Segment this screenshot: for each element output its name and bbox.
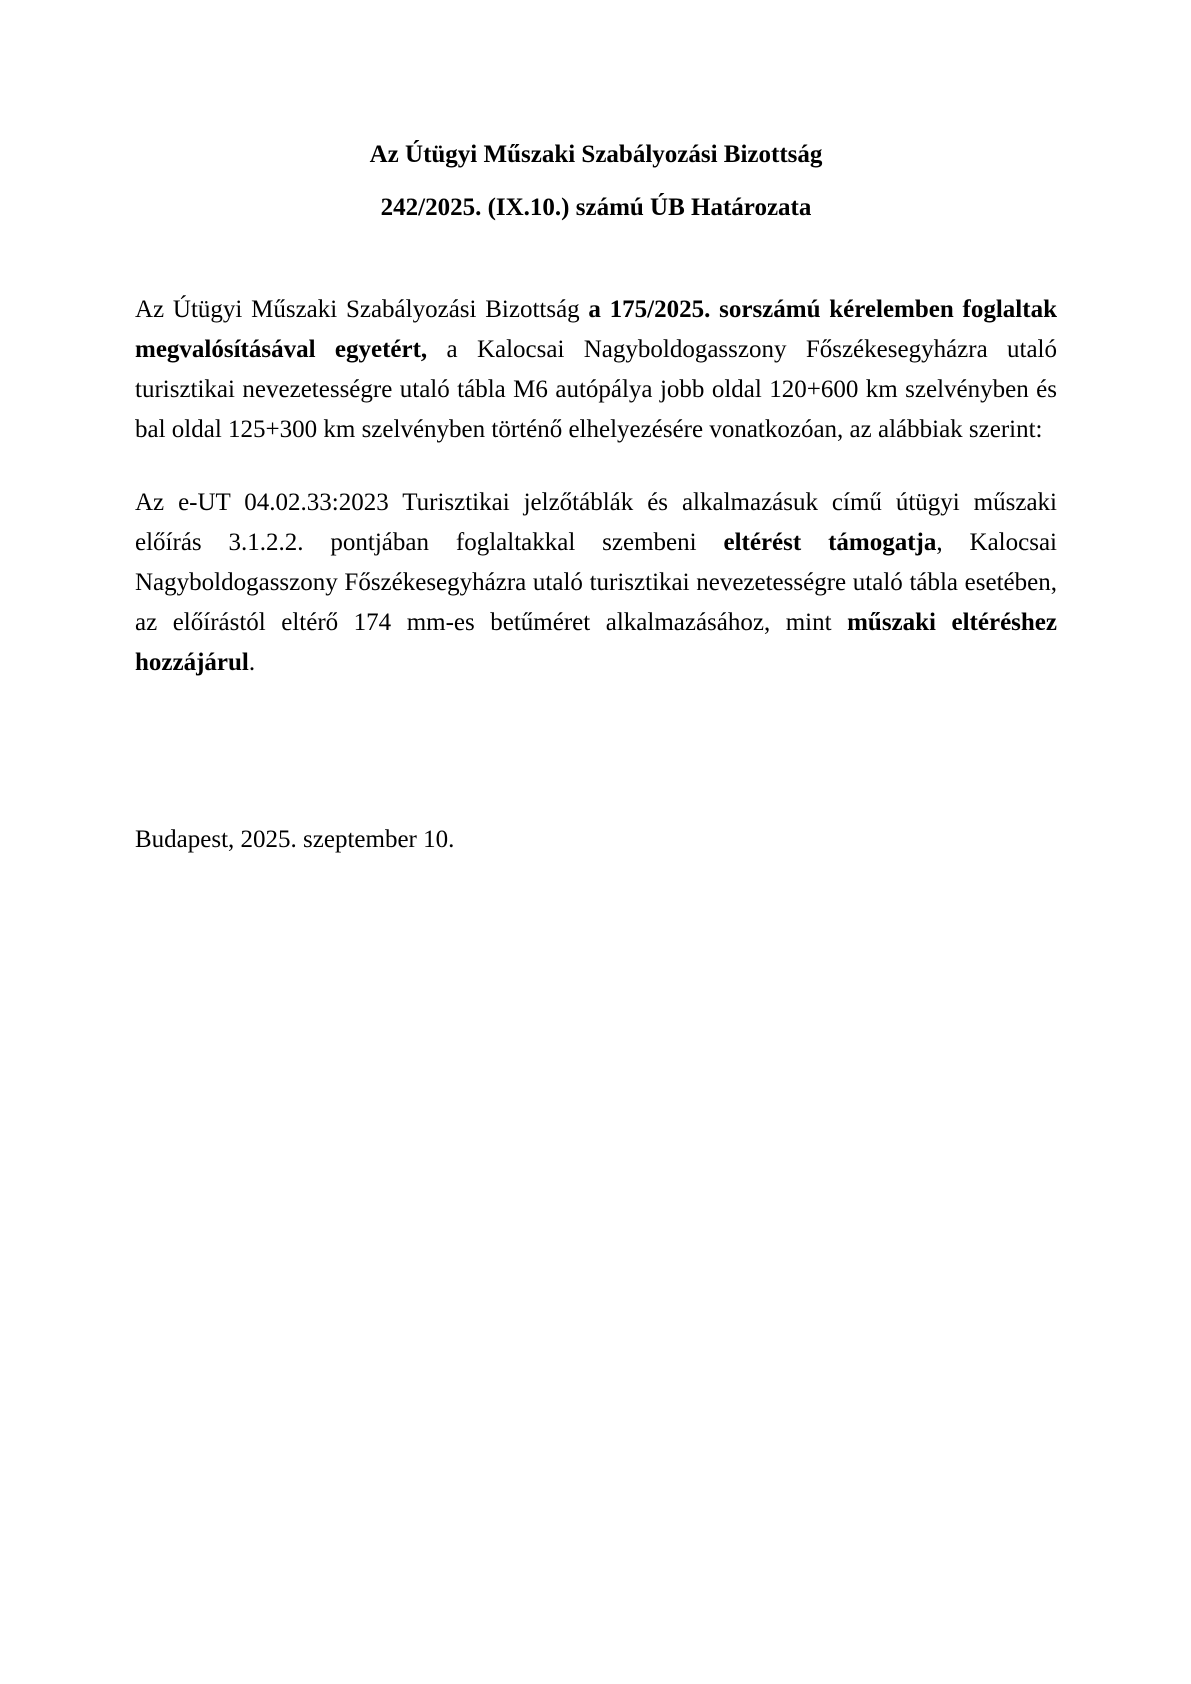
paragraph-deviation-run-4-bold: műszaki eltéréshez hozzájárul: [135, 609, 1057, 676]
document-title-line-1: Az Útügyi Műszaki Szabályozási Bizottság: [369, 141, 823, 168]
paragraph-deviation-run-3: , Kalocsai Nagyboldogasszony Főszékesegyházra utaló turisztikai nevezetességre utaló tábla esetében, az előírástól eltérő 174 mm-es betűméret alkalmazásához, mint: [135, 529, 1057, 636]
paragraph-deviation-run-5: .: [248, 649, 256, 676]
paragraph-decision: [135, 290, 1057, 450]
paragraph-decision-run-2-bold: a 175/2025. sorszámú kérelemben foglaltak megvalósításával egyetért,: [135, 296, 1057, 363]
paragraph-decision-run-1: Az Útügyi Műszaki Szabályozási Bizottság: [135, 296, 589, 323]
document-title: [135, 140, 1057, 223]
document-title-line-2: 242/2025. (IX.10.) számú ÚB Határozata: [380, 194, 812, 221]
paragraph-deviation-run-1: Az e-UT 04.02.33:2023 Turisztikai jelzőtáblák és alkalmazásuk című útügyi műszaki előírás 3.1.2.2. pontjában foglaltakkal szembeni: [135, 489, 1057, 556]
paragraph-deviation-run-2-bold: eltérést támogatja: [723, 529, 937, 556]
paragraph-decision-run-3: a Kalocsai Nagyboldogasszony Főszékesegyházra utaló turisztikai nevezetességre utaló tábla M6 autópálya jobb oldal 120+600 km szelvényben és bal oldal 125+300 km szelvényben történő elhelyezésére vonatkozóan, az alábbiak szerint:: [135, 336, 1058, 443]
signature-date-line: Budapest, 2025. szeptember 10.: [135, 826, 455, 853]
paragraph-deviation: [135, 483, 1057, 683]
